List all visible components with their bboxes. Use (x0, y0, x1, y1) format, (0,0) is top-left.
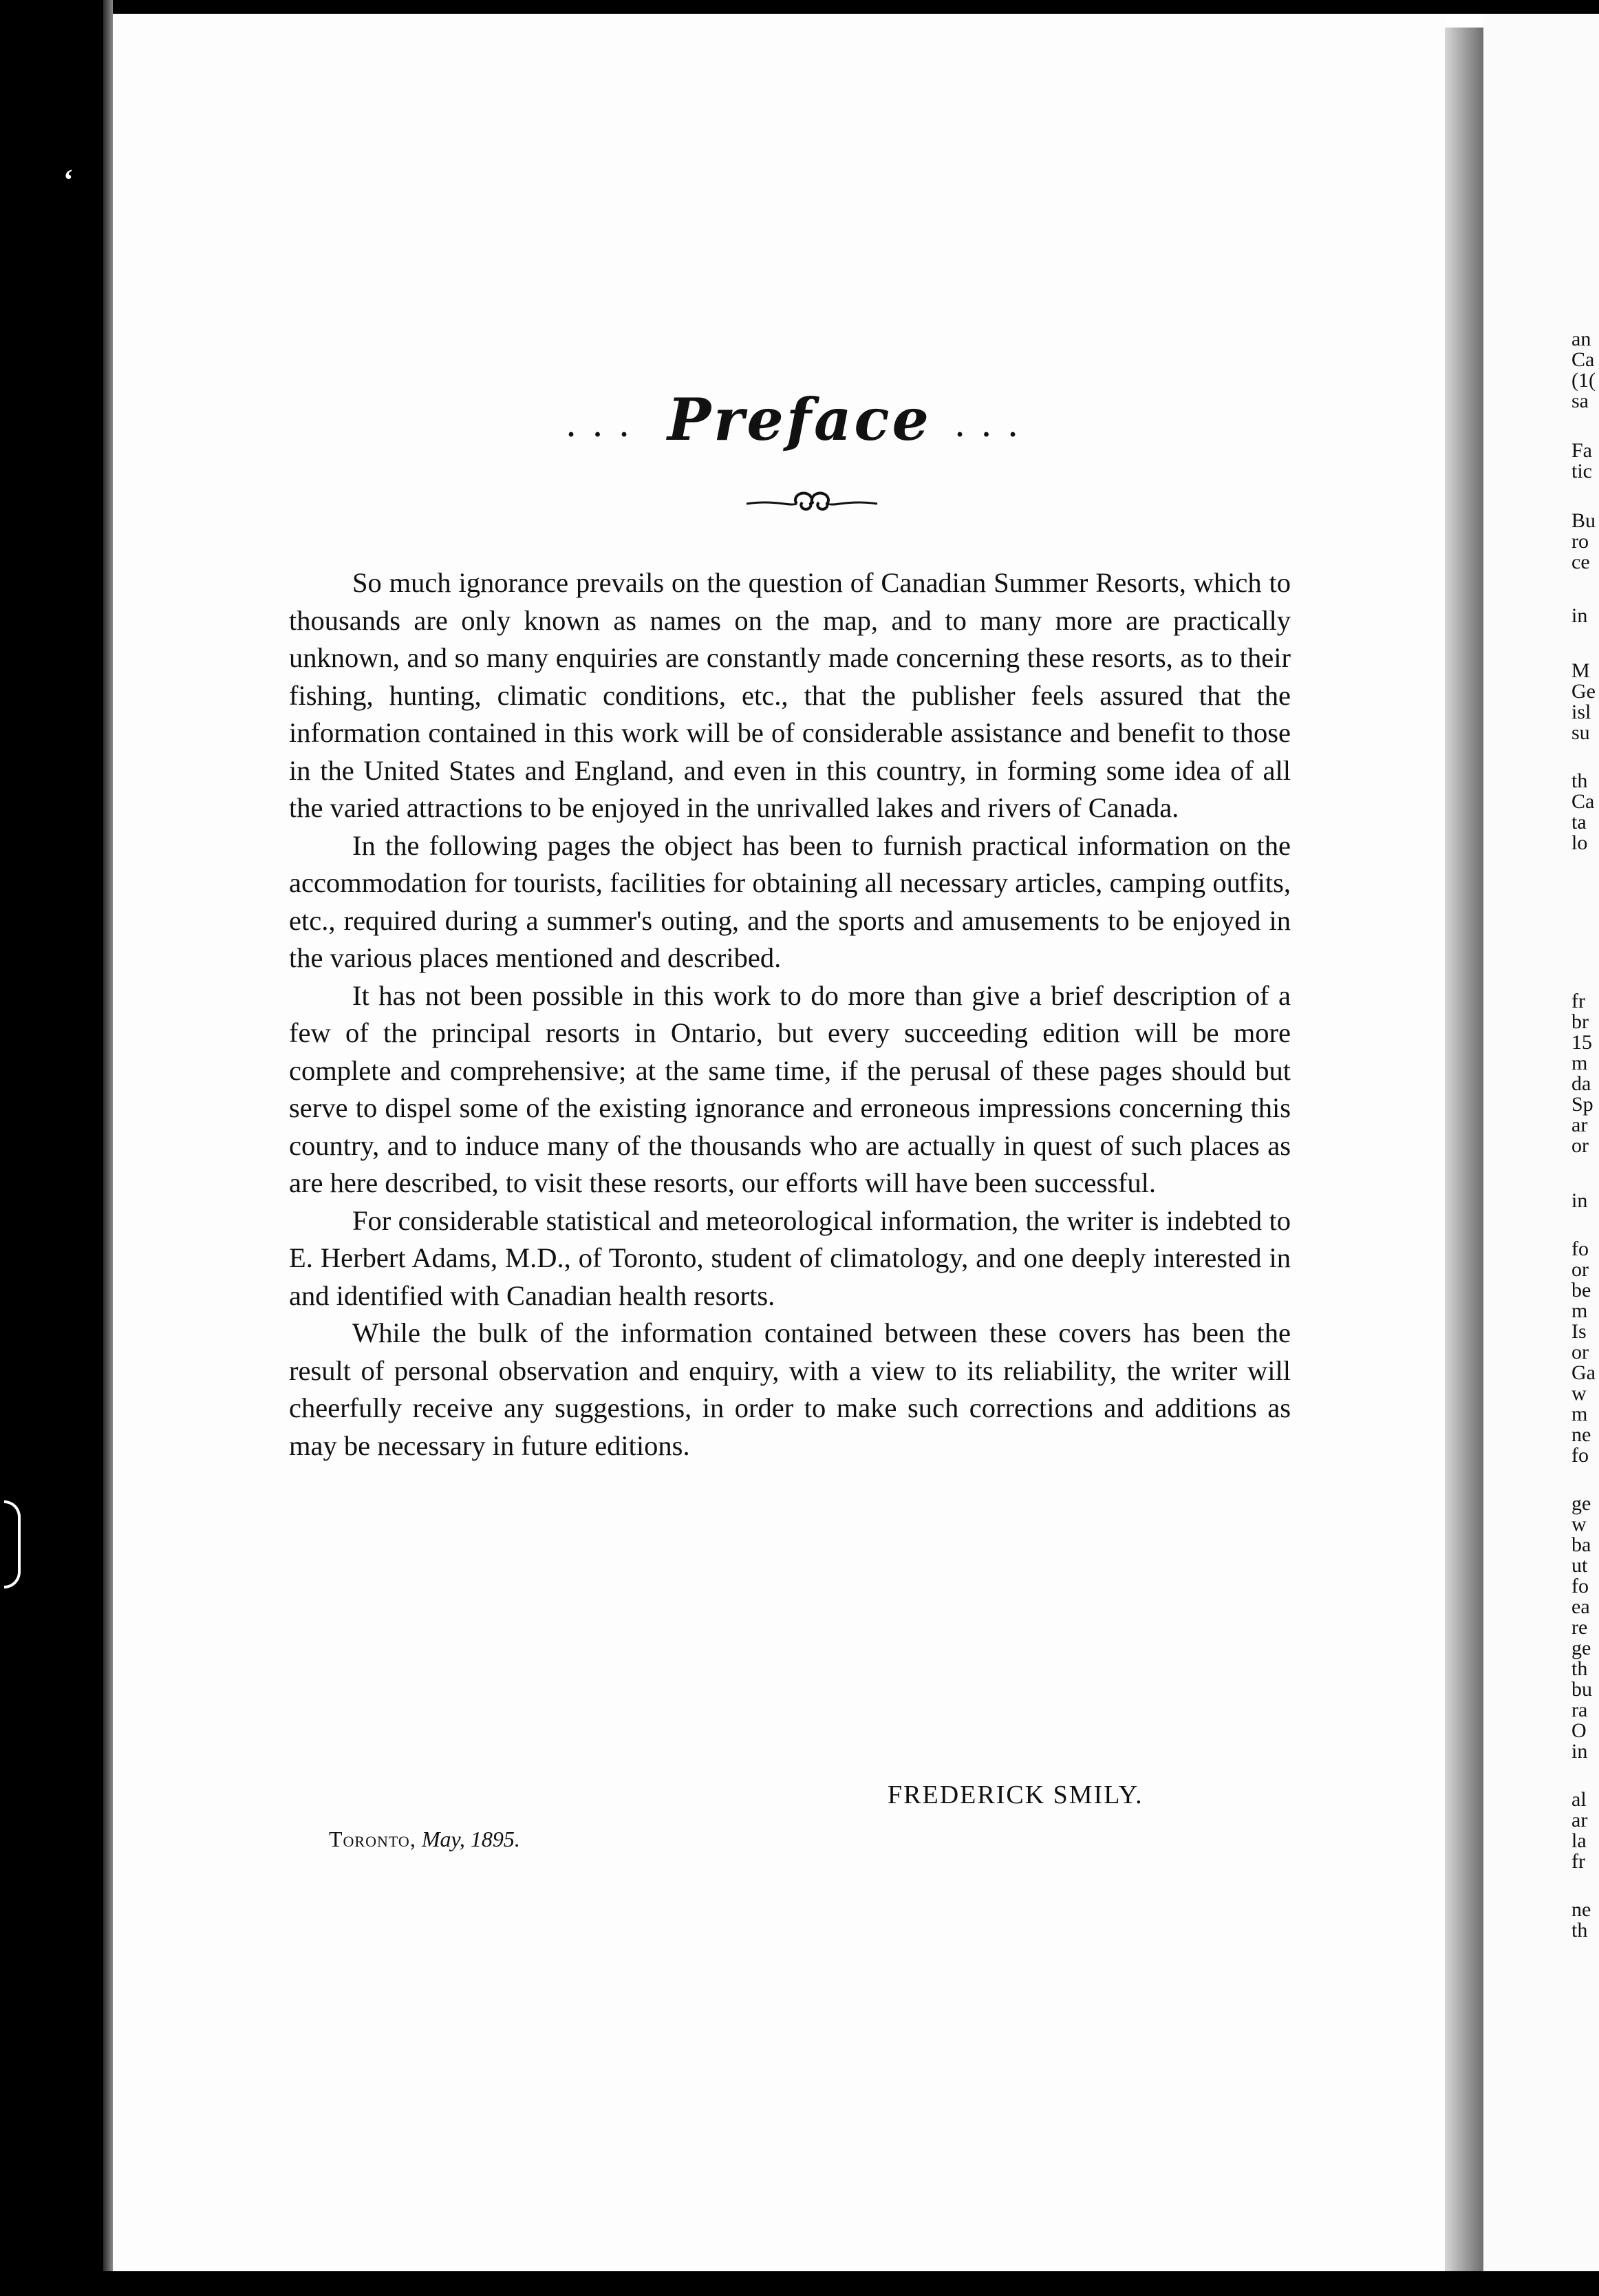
facing-text-fragment: re (1571, 1616, 1588, 1639)
title-trail-dots: ... (954, 404, 1034, 445)
facing-text-fragment: fr (1571, 1850, 1585, 1873)
facing-text-fragment: isl (1571, 701, 1591, 723)
facing-text-fragment: Ca (1571, 790, 1595, 813)
facing-text-fragment: la (1571, 1829, 1587, 1852)
author-signature: FREDERICK SMILY. (888, 1781, 1144, 1809)
dateline-date: May, 1895. (421, 1827, 520, 1851)
preface-body (289, 564, 1291, 1465)
facing-text-fragment: Sp (1571, 1093, 1593, 1116)
facing-text-fragment: al (1571, 1788, 1587, 1811)
scan-border-left (0, 0, 103, 2296)
facing-text-fragment: ar (1571, 1114, 1588, 1136)
facing-text-fragment: m (1571, 1299, 1588, 1322)
facing-page-fragment (1483, 14, 1599, 2271)
facing-text-fragment: fo (1571, 1237, 1589, 1260)
facing-text-fragment: sa (1571, 390, 1589, 412)
facing-text-fragment: Bu (1571, 509, 1596, 532)
facing-text-fragment: ge (1571, 1637, 1591, 1659)
paragraph: For considerable statistical and meteorological information, the writer is indebted to E. Herbert Adams, M.D., of Toronto, student of climatology, and one deeply interested in and identified with Canadian health resorts. (289, 1204, 1291, 1311)
facing-text-fragment: su (1571, 721, 1590, 744)
facing-text-fragment: 15 (1571, 1031, 1592, 1054)
facing-text-fragment: Ca (1571, 348, 1595, 371)
facing-text-fragment: w (1571, 1382, 1587, 1405)
facing-text-fragment: w (1571, 1513, 1587, 1535)
title-word: Preface (667, 385, 932, 454)
facing-text-fragment: br (1571, 1010, 1589, 1033)
scan-border-bottom (0, 2271, 1599, 2296)
facing-text-fragment: Is (1571, 1320, 1587, 1343)
facing-text-fragment: ne (1571, 1423, 1591, 1446)
facing-text-fragment: Fa (1571, 439, 1592, 462)
page-title (0, 385, 1599, 454)
facing-text-fragment: or (1571, 1341, 1589, 1363)
facing-text-fragment: (1( (1571, 369, 1596, 392)
facing-text-fragment: da (1571, 1072, 1591, 1095)
book-gutter (1445, 28, 1483, 2271)
facing-text-fragment: ne (1571, 1898, 1591, 1921)
facing-text-fragment: in (1571, 1189, 1588, 1212)
facing-text-fragment: lo (1571, 831, 1588, 854)
facing-text-fragment: Ge (1571, 680, 1596, 703)
facing-text-fragment: ea (1571, 1595, 1590, 1618)
dateline-place: Toronto, (329, 1827, 416, 1851)
facing-text-fragment: ta (1571, 811, 1587, 833)
ornament-divider-icon (743, 490, 881, 518)
facing-text-fragment: ba (1571, 1533, 1591, 1556)
facing-text-fragment: or (1571, 1258, 1589, 1281)
facing-text-fragment: tic (1571, 460, 1592, 482)
paragraph: So much ignorance prevails on the question of Canadian Summer Resorts, which to thousands are only known as names on the map, and to many more are practically unknown, and so many enquiries are constantly made concerning these resorts, as to their fishing, hunting, climatic conditions, etc., that the publisher feels assured that the information contained in this work will be of considerable assistance and benefit to those in the United States and England, and even in this country, in forming some idea of all the varied attractions to be enjoyed in the unrivalled lakes and rivers of Canada. (289, 567, 1291, 823)
facing-text-fragment: m (1571, 1052, 1588, 1074)
facing-text-fragment: th (1571, 769, 1588, 792)
facing-text-fragment: th (1571, 1657, 1588, 1680)
paragraph: It has not been possible in this work to do more than give a brief description of a few of the principal resorts in Ontario, but every succeeding edition will be more complete and comprehensive; at the same time, if the perusal of these pages should but serve to dispel some of the existing ignorance and erroneous impressions concerning this country, and to induce many of the thousands who are actually in quest of such places as are here described, to visit these resorts, our efforts will have been successful. (289, 979, 1291, 1198)
facing-text-fragment: ut (1571, 1554, 1588, 1577)
paragraph: While the bulk of the information contained between these covers has been the result of personal observation and enquiry, with a view to its reliability, the writer will cheerfully receive any suggestions, in order to make such corrections and additions as may be necessary in future editions. (289, 1317, 1291, 1461)
facing-text-fragment: ra (1571, 1699, 1588, 1721)
facing-text-fragment: ge (1571, 1492, 1591, 1515)
facing-text-fragment: ce (1571, 551, 1590, 573)
facing-text-fragment: an (1571, 328, 1591, 350)
facing-text-fragment: in (1571, 1740, 1588, 1763)
facing-text-fragment: fo (1571, 1575, 1589, 1597)
scan-border-top (0, 0, 1599, 14)
title-lead-dots: ... (565, 404, 645, 445)
facing-text-fragment: fo (1571, 1444, 1589, 1467)
facing-text-fragment: ar (1571, 1809, 1588, 1831)
facing-text-fragment: m (1571, 1403, 1588, 1425)
paragraph: In the following pages the object has been to furnish practical information on the accommodation for tourists, facilities for obtaining all necessary articles, camping outfits, etc., required during a summer's outing, and the sports and amusements to be enjoyed in the various places mentioned and described. (289, 829, 1291, 973)
facing-text-fragment: Ga (1571, 1361, 1596, 1384)
facing-text-fragment: ro (1571, 530, 1589, 553)
facing-text-fragment: O (1571, 1719, 1587, 1742)
facing-text-fragment: th (1571, 1919, 1588, 1942)
facing-text-fragment: be (1571, 1279, 1591, 1301)
facing-text-fragment: M (1571, 659, 1590, 682)
facing-text-fragment: in (1571, 604, 1588, 627)
scan-mark-glyph: ʻ (63, 163, 74, 197)
facing-text-fragment: bu (1571, 1678, 1592, 1701)
scan-mark-curve (4, 1500, 21, 1588)
facing-text-fragment: or (1571, 1134, 1589, 1157)
dateline (329, 1827, 520, 1852)
page-edge-shadow (103, 0, 113, 2296)
facing-text-fragment: fr (1571, 990, 1585, 1012)
